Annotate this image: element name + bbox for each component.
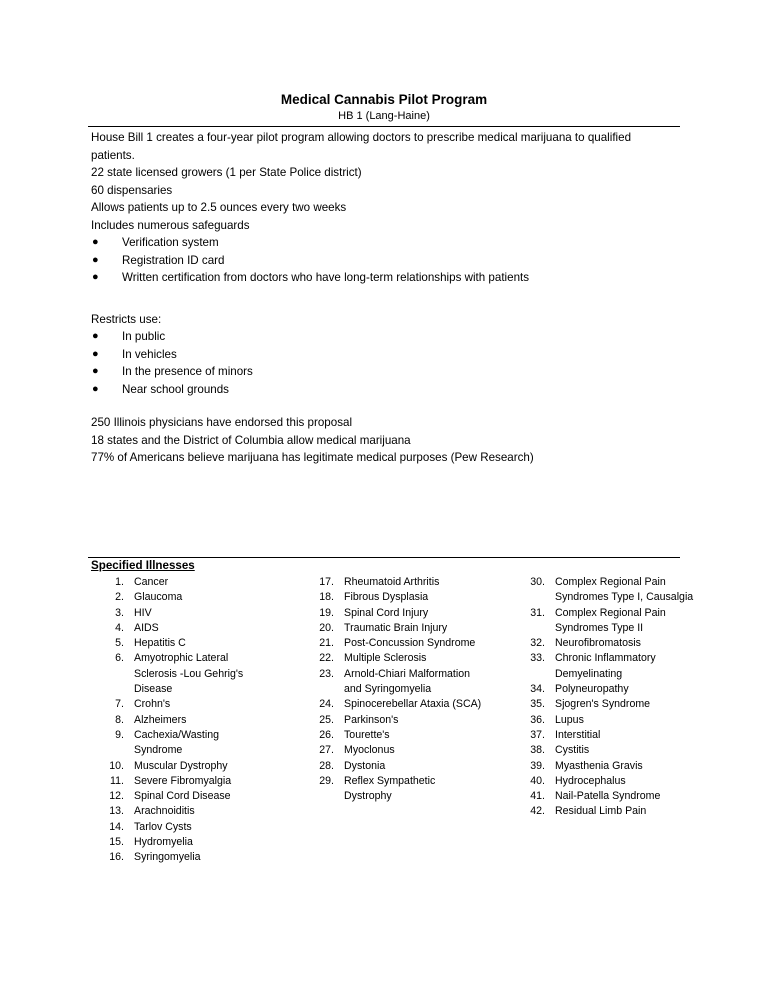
item-number: 13. — [109, 805, 124, 818]
item-number: 22. — [319, 652, 334, 665]
list-item — [511, 651, 711, 682]
item-number: 31. — [530, 606, 545, 619]
list-item — [300, 743, 500, 758]
item-number: 40. — [530, 774, 545, 787]
item-text: Traumatic Brain Injury — [344, 621, 448, 634]
item-text: Tarlov Cysts — [134, 820, 192, 833]
item-text: Interstitial — [555, 728, 601, 741]
list-item — [300, 759, 500, 774]
list-item — [300, 606, 500, 621]
list-item — [511, 789, 711, 804]
list-item — [300, 621, 500, 636]
item-text: Multiple Sclerosis — [344, 652, 427, 665]
item-number: 6. — [115, 652, 124, 665]
item-text: Neurofibromatosis — [555, 637, 641, 650]
item-text: Myoclonus — [344, 744, 395, 757]
item-text: Rheumatoid Arthritis — [344, 576, 440, 588]
intro-paragraph: House Bill 1 creates a four-year pilot program allowing doctors to prescribe medical marijuana to qualified patients. — [91, 131, 632, 162]
list-item — [511, 682, 711, 697]
list-item — [511, 774, 711, 789]
item-text: Amyotrophic Lateral Sclerosis -Lou Gehrig's Disease — [134, 652, 244, 696]
item-number: 9. — [115, 728, 124, 741]
list-item: ● Written certification from doctors who have long-term relationships with patients — [91, 269, 677, 287]
item-number: 24. — [319, 698, 334, 711]
item-text: Alzheimers — [134, 713, 187, 726]
list-item — [90, 835, 290, 850]
item-number: 42. — [530, 805, 545, 818]
item-text: Cachexia/Wasting Syndrome — [134, 728, 219, 757]
dispensaries-line: 60 dispensaries — [91, 183, 173, 197]
page-title: Medical Cannabis Pilot Program — [280, 92, 488, 107]
list-item — [300, 636, 500, 651]
item-number: 17. — [319, 576, 334, 588]
restrictions-section — [91, 311, 677, 399]
list-item — [90, 820, 290, 835]
list-item — [300, 590, 500, 605]
allowance-line: Allows patients up to 2.5 ounces every two weeks — [91, 201, 347, 214]
item-number: 5. — [115, 637, 124, 650]
item-number: 29. — [319, 774, 334, 787]
item-number: 18. — [319, 591, 334, 604]
item-number: 20. — [319, 621, 334, 634]
list-item — [300, 728, 500, 743]
item-number: 10. — [109, 759, 124, 772]
list-item — [90, 621, 290, 636]
item-text: Cystitis — [555, 744, 590, 757]
list-item — [300, 697, 500, 712]
poll-line: 77% of Americans believe marijuana has legitimate medical purposes (Pew Research) — [91, 451, 534, 464]
list-item — [90, 728, 290, 759]
list-item — [511, 759, 711, 774]
item-number: 37. — [530, 728, 545, 741]
page-subtitle: HB 1 (Lang-Haine) — [338, 110, 430, 122]
item-text: Hepatitis C — [134, 637, 186, 650]
list-item — [511, 575, 711, 606]
item-number: 4. — [115, 621, 124, 634]
item-number: 23. — [319, 667, 334, 680]
list-item — [90, 697, 290, 712]
bullet-icon: ● — [92, 382, 99, 395]
item-number: 28. — [319, 759, 334, 772]
item-text: Spinal Cord Injury — [344, 606, 429, 619]
list-item — [300, 774, 500, 805]
item-text: Complex Regional Pain Syndromes Type I, Causalgia — [555, 576, 694, 604]
illnesses-heading: Specified Illnesses — [91, 559, 195, 572]
item-number: 34. — [530, 683, 545, 696]
item-number: 8. — [115, 713, 124, 726]
illness-column-2 — [300, 575, 500, 804]
list-item: ● In vehicles — [91, 346, 677, 364]
item-text: Chronic Inflammatory Demyelinating — [555, 652, 656, 680]
item-text: Complex Regional Pain Syndromes Type II — [555, 606, 666, 634]
states-line: 18 states and the District of Columbia allow medical marijuana — [91, 433, 411, 447]
item-text: Muscular Dystrophy — [134, 759, 228, 772]
item-text: Sjogren's Syndrome — [555, 698, 651, 711]
item-text: Reflex Sympathetic Dystrophy — [344, 774, 436, 803]
item-number: 41. — [530, 790, 545, 803]
list-item — [511, 728, 711, 743]
item-text: Polyneuropathy — [555, 683, 629, 696]
list-item: ● Verification system — [91, 234, 677, 252]
list-item — [90, 789, 290, 804]
item-text: Spinal Cord Disease — [134, 790, 231, 803]
item-number: 1. — [115, 576, 124, 588]
item-number: 36. — [530, 713, 545, 726]
bullet-icon: ● — [92, 271, 99, 283]
item-number: 38. — [530, 744, 545, 757]
item-number: 26. — [319, 728, 334, 741]
item-text: Arachnoiditis — [134, 805, 195, 818]
item-text: Spinocerebellar Ataxia (SCA) — [344, 698, 482, 711]
illness-column-3 — [511, 575, 711, 820]
list-item — [90, 575, 290, 590]
list-item — [90, 713, 290, 728]
item-number: 12. — [109, 790, 124, 803]
item-text: HIV — [134, 606, 152, 619]
item-text: Post-Concussion Syndrome — [344, 637, 476, 650]
item-number: 3. — [115, 606, 124, 619]
bullet-icon: ● — [92, 330, 99, 342]
item-text: AIDS — [134, 621, 159, 634]
item-number: 30. — [530, 576, 545, 588]
list-item — [511, 636, 711, 651]
list-item — [90, 636, 290, 651]
bullet-icon: ● — [92, 253, 99, 266]
item-text: Hydrocephalus — [555, 774, 626, 787]
item-number: 15. — [109, 836, 124, 849]
summary-section — [91, 129, 677, 467]
list-item — [511, 804, 711, 819]
item-text: Tourette's — [344, 728, 390, 741]
item-text: Residual Limb Pain — [555, 805, 647, 818]
list-item — [300, 667, 500, 698]
item-number: 33. — [530, 652, 545, 665]
list-item: ● In the presence of minors — [91, 363, 677, 381]
item-number: 7. — [115, 698, 124, 711]
item-number: 32. — [530, 637, 545, 650]
top-divider — [88, 126, 680, 127]
physicians-line: 250 Illinois physicians have endorsed this proposal — [91, 416, 353, 429]
item-number: 19. — [319, 606, 334, 619]
item-number: 25. — [319, 713, 334, 726]
list-item — [90, 590, 290, 605]
item-number: 27. — [319, 744, 334, 757]
item-number: 35. — [530, 698, 545, 711]
item-number: 11. — [110, 774, 124, 787]
item-text: Hydromyelia — [134, 836, 193, 849]
item-text: Severe Fibromyalgia — [134, 774, 232, 787]
item-text: Parkinson's — [344, 713, 399, 726]
list-item — [90, 759, 290, 774]
item-text: Fibrous Dysplasia — [344, 591, 429, 604]
growers-line: 22 state licensed growers (1 per State Police district) — [91, 166, 362, 179]
item-text: Arnold-Chiari Malformation and Syringomyelia — [344, 667, 470, 696]
item-text: Cancer — [134, 576, 169, 588]
bullet-icon: ● — [92, 347, 99, 360]
list-item: ● Near school grounds — [91, 381, 677, 399]
list-item — [511, 606, 711, 637]
list-item — [90, 651, 290, 697]
bullet-icon: ● — [92, 236, 99, 248]
item-text: Glaucoma — [134, 591, 183, 604]
list-item: ● Registration ID card — [91, 252, 677, 270]
list-item — [511, 743, 711, 758]
list-item — [90, 804, 290, 819]
item-number: 39. — [530, 759, 545, 772]
list-item — [511, 713, 711, 728]
list-item — [511, 697, 711, 712]
item-text: Syringomyelia — [134, 851, 201, 864]
restrictions-heading: Restricts use: — [91, 312, 162, 326]
item-text: Nail-Patella Syndrome — [555, 790, 661, 803]
item-text: Crohn's — [134, 698, 171, 711]
safeguards-section — [91, 217, 677, 287]
item-number: 14. — [109, 820, 124, 833]
item-text: Dystonia — [344, 759, 386, 772]
safeguards-list — [91, 234, 677, 287]
bullet-icon: ● — [92, 365, 99, 377]
item-number: 2. — [115, 591, 124, 604]
item-text: Lupus — [555, 713, 584, 726]
list-item — [300, 575, 500, 590]
list-item — [300, 713, 500, 728]
illness-column-1 — [90, 575, 290, 866]
item-text: Myasthenia Gravis — [555, 759, 643, 772]
list-item — [90, 606, 290, 621]
list-item — [300, 651, 500, 666]
safeguards-heading: Includes numerous safeguards — [91, 218, 250, 232]
list-item — [90, 850, 290, 865]
restrictions-list — [91, 328, 677, 398]
item-number: 16. — [109, 851, 124, 864]
list-item: ● In public — [91, 328, 677, 346]
list-item — [90, 774, 290, 789]
item-number: 21. — [319, 637, 334, 650]
